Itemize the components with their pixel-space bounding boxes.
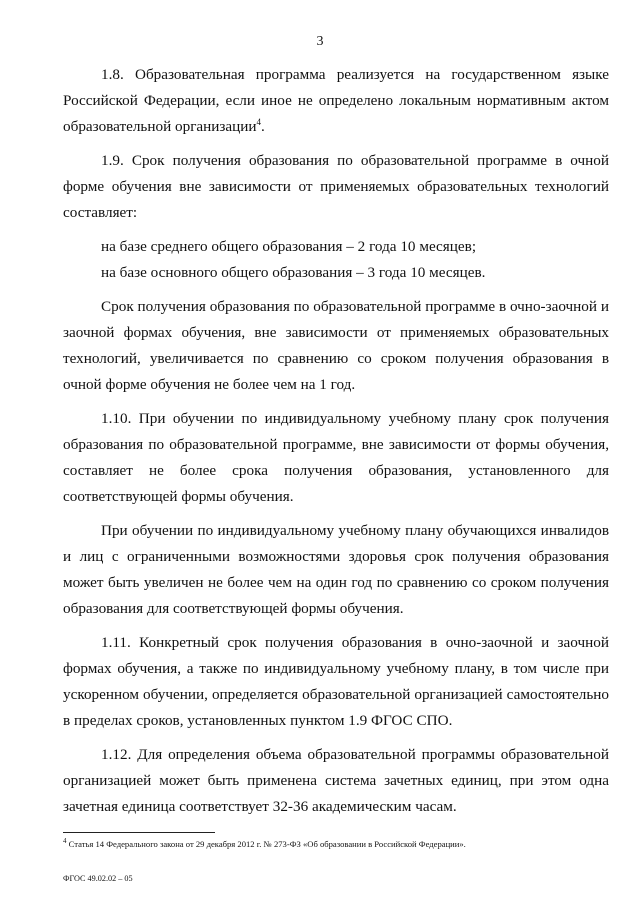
paragraph-1-10: 1.10. При обучении по индивидуальному учебному плану срок получения образования по образовательной программе, вне зависимости от формы обучения, составляет не более срока получения образования, установленного для соответствующей формы обучения. xyxy=(63,410,609,505)
paragraph-1-9-extended: Срок получения образования по образовательной программе в очно-заочной и заочной формах обучения, вне зависимости от применяемых образовательных технологий, увеличивается по сравнению со сроком получения образования в очной форме обучения не более чем на 1 год. xyxy=(63,298,609,393)
footnote-marker: 4 xyxy=(63,837,67,846)
paragraph-1-10-disability: При обучении по индивидуальному учебному плану обучающихся инвалидов и лиц с ограниченными возможностями здоровья срок получения образования может быть увеличен не более чем на один год по сравнению со сроком получения образования для соответствующей формы обучения. xyxy=(63,522,609,617)
page-number: 3 xyxy=(316,34,324,49)
footnote xyxy=(63,838,609,850)
duration-item-basic: на базе основного общего образования – 3 года 10 месяцев. xyxy=(101,264,486,281)
footnote-divider xyxy=(63,832,215,833)
duration-item-secondary: на базе среднего общего образования – 2 года 10 месяцев; xyxy=(101,238,477,255)
footnote-text: Статья 14 Федерального закона от 29 декабря 2012 г. № 273-ФЗ «Об образовании в Российской Федерации». xyxy=(66,839,466,849)
paragraph-1-9: 1.9. Срок получения образования по образовательной программе в очной форме обучения вне зависимости от применяемых образовательных технологий составляет: xyxy=(63,152,609,221)
document-code: ФГОС 49.02.02 – 05 xyxy=(63,874,133,883)
paragraph-1-8: 1.8. Образовательная программа реализуется на государственном языке Российской Федерации, если иное не определено локальным нормативным актом образовательной организации$^4$. xyxy=(63,66,609,135)
footnote-reference: 4 xyxy=(256,116,262,127)
paragraph-1-12: 1.12. Для определения объема образовательной программы образовательной организацией может быть применена система зачетных единиц, при этом одна зачетная единица соответствует 32-36 академическим часам. xyxy=(63,746,609,815)
paragraph-1-11: 1.11. Конкретный срок получения образования в очно-заочной и заочной формах обучения, а также по индивидуальному учебному плану, в том числе при ускоренном обучении, определяется образовательной организацией самостоятельно в пределах сроков, установленных пунктом 1.9 ФГОС СПО. xyxy=(63,634,609,729)
document-body xyxy=(63,62,609,828)
paragraph-1-8-text: 1.8. Образовательная программа реализуется на государственном языке Российской Федерации, если иное не определено локальным нормативным актом образовательной организации xyxy=(63,66,609,135)
